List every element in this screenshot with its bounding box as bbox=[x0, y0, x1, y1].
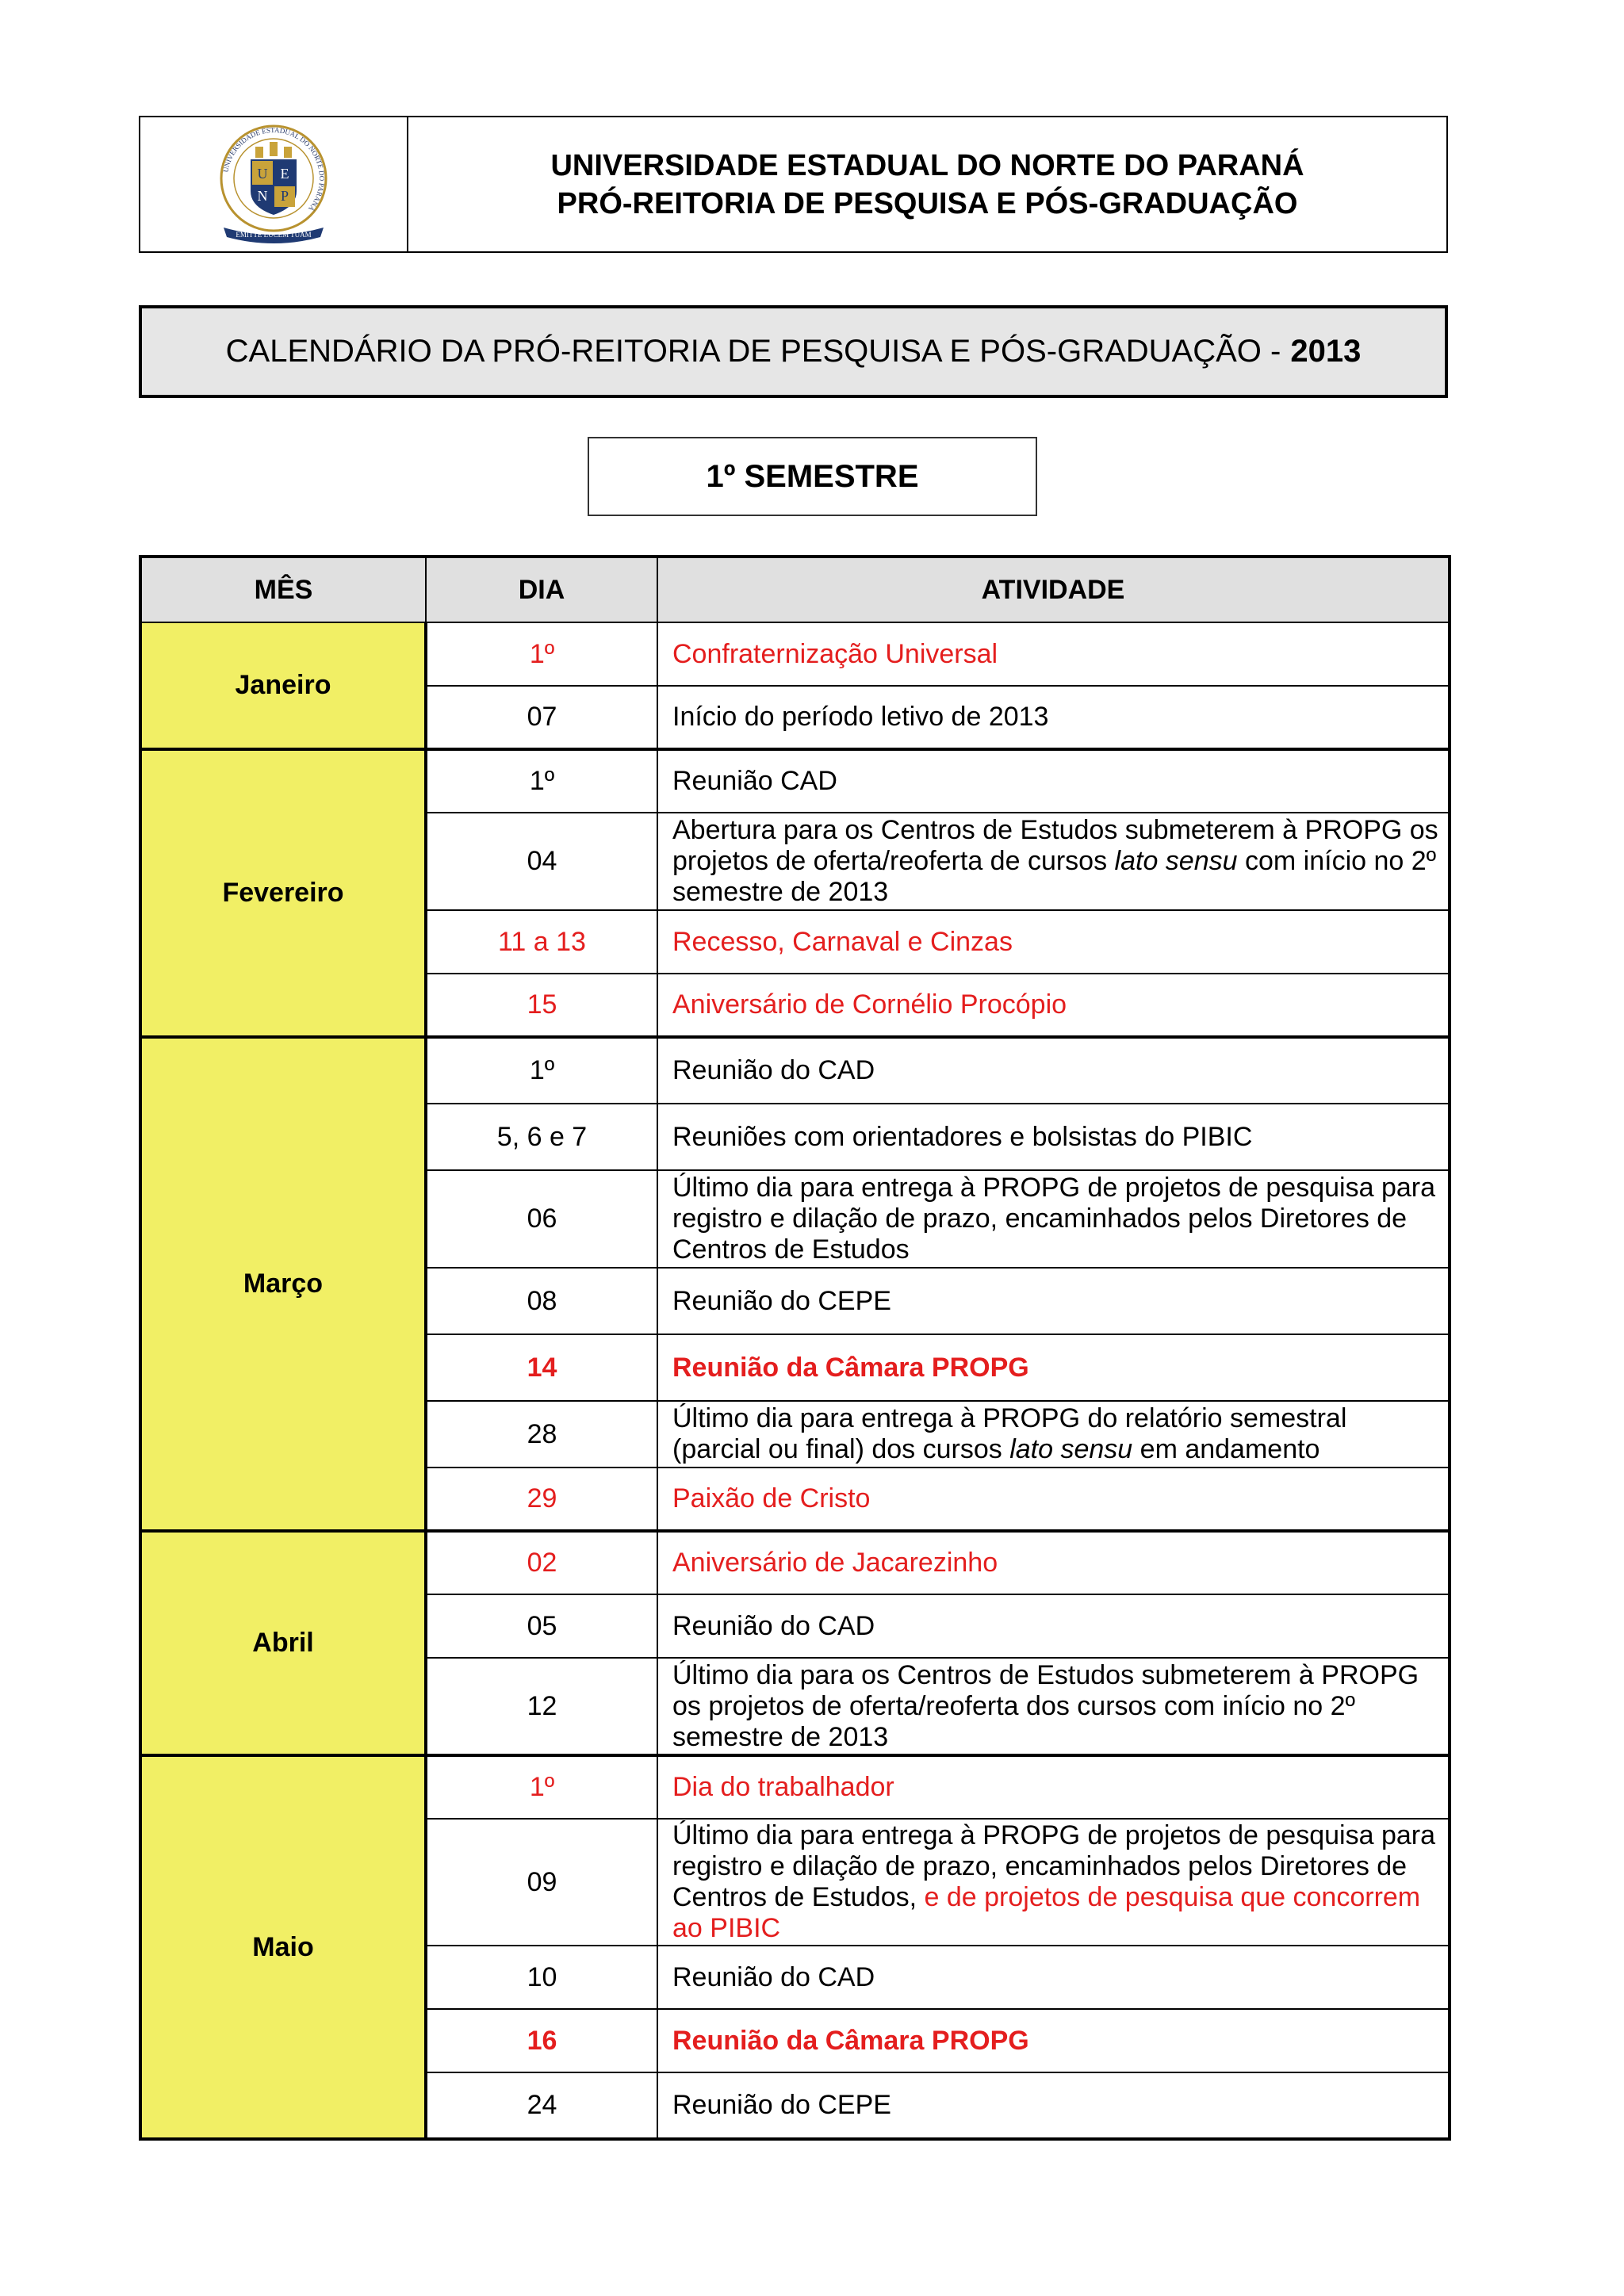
column-header-activity: ATIVIDADE bbox=[657, 557, 1450, 622]
activity-cell: Reunião do CEPE bbox=[657, 1268, 1450, 1334]
day-cell: 1º bbox=[426, 1037, 657, 1104]
activity-cell: Último dia para entrega à PROPG de projetos de pesquisa para registro e dilação de prazo, encaminhados pelos Diretores de Centros de Estudos bbox=[657, 1170, 1450, 1268]
table-header-row bbox=[140, 557, 1450, 622]
day-cell: 06 bbox=[426, 1170, 657, 1268]
activity-text: com início no 2º semestre de 2013 bbox=[672, 846, 1437, 907]
day-cell: 11 a 13 bbox=[426, 910, 657, 974]
day-cell: 10 bbox=[426, 1946, 657, 2009]
table-row bbox=[140, 1755, 1450, 1819]
activity-cell: Reunião da Câmara PROPG bbox=[657, 1334, 1450, 1401]
table-row bbox=[140, 1037, 1450, 1104]
activity-highlight: e de projetos de pesquisa que concorrem ao PIBIC bbox=[672, 1882, 1421, 1943]
activity-text: Último dia para entrega à PROPG de projetos de pesquisa para registro e dilação de prazo, encaminhados pelos Diretores de Centros de Estudos, bbox=[672, 1820, 1435, 1912]
column-header-month: MÊS bbox=[140, 557, 426, 622]
activity-italic-term: lato sensu bbox=[1009, 1434, 1133, 1464]
activity-text: Último dia para entrega à PROPG do relatório semestral (parcial ou final) dos cursos bbox=[672, 1403, 1347, 1464]
header-titles bbox=[408, 117, 1446, 251]
calendar-title-banner bbox=[139, 305, 1448, 398]
month-cell: Janeiro bbox=[140, 622, 426, 749]
activity-cell: Último dia para os Centros de Estudos submeterem à PROPG os projetos de oferta/reoferta dos cursos com início no 2º semestre de 2013 bbox=[657, 1658, 1450, 1755]
activity-cell: Início do período letivo de 2013 bbox=[657, 686, 1450, 749]
svg-text:U: U bbox=[257, 165, 268, 182]
day-cell: 28 bbox=[426, 1401, 657, 1468]
month-cell: Maio bbox=[140, 1755, 426, 2139]
month-cell: Abril bbox=[140, 1531, 426, 1755]
activity-cell bbox=[657, 813, 1450, 910]
svg-text:N: N bbox=[257, 187, 268, 204]
activity-cell: Reunião do CAD bbox=[657, 1594, 1450, 1658]
table-row bbox=[140, 1531, 1450, 1594]
day-cell: 24 bbox=[426, 2072, 657, 2139]
calendar-table-body bbox=[140, 622, 1450, 2139]
university-name: UNIVERSIDADE ESTADUAL DO NORTE DO PARANÁ bbox=[550, 148, 1304, 182]
day-cell: 1º bbox=[426, 622, 657, 686]
day-cell: 1º bbox=[426, 1755, 657, 1819]
semester-label: 1º SEMESTRE bbox=[588, 437, 1037, 516]
activity-italic-term: lato sensu bbox=[1114, 846, 1238, 876]
activity-cell: Confraternização Universal bbox=[657, 622, 1450, 686]
table-row bbox=[140, 749, 1450, 813]
day-cell: 09 bbox=[426, 1819, 657, 1946]
svg-text:UNIVERSIDADE ESTADUAL DO NORTE: UNIVERSIDADE ESTADUAL DO NORTE DO PARANÁ bbox=[221, 125, 327, 212]
day-cell: 1º bbox=[426, 749, 657, 813]
activity-cell: Aniversário de Jacarezinho bbox=[657, 1531, 1450, 1594]
day-cell: 02 bbox=[426, 1531, 657, 1594]
day-cell: 16 bbox=[426, 2009, 657, 2072]
activity-text: em andamento bbox=[1139, 1434, 1320, 1464]
document-header bbox=[139, 116, 1448, 253]
activity-cell: Reunião do CAD bbox=[657, 1037, 1450, 1104]
day-cell: 12 bbox=[426, 1658, 657, 1755]
svg-text:EMITTE LUCEM TUAM: EMITTE LUCEM TUAM bbox=[236, 230, 312, 239]
calendar-title: CALENDÁRIO DA PRÓ-REITORIA DE PESQUISA E PÓS-GRADUAÇÃO - bbox=[225, 334, 1281, 369]
activity-cell: Dia do trabalhador bbox=[657, 1755, 1450, 1819]
table-row bbox=[140, 622, 1450, 686]
day-cell: 08 bbox=[426, 1268, 657, 1334]
activity-cell: Reunião do CEPE bbox=[657, 2072, 1450, 2139]
uenp-seal-icon bbox=[206, 121, 341, 248]
activity-cell: Reunião CAD bbox=[657, 749, 1450, 813]
university-logo bbox=[140, 117, 408, 251]
activity-cell bbox=[657, 1401, 1450, 1468]
activity-cell: Aniversário de Cornélio Procópio bbox=[657, 974, 1450, 1037]
activity-cell: Paixão de Cristo bbox=[657, 1468, 1450, 1531]
office-name: PRÓ-REITORIA DE PESQUISA E PÓS-GRADUAÇÃO bbox=[557, 186, 1298, 220]
calendar-year: 2013 bbox=[1290, 334, 1362, 369]
day-cell: 05 bbox=[426, 1594, 657, 1658]
activity-cell: Reunião do CAD bbox=[657, 1946, 1450, 2009]
day-cell: 14 bbox=[426, 1334, 657, 1401]
month-cell: Fevereiro bbox=[140, 749, 426, 1037]
activity-text: Abertura para os Centros de Estudos submeterem à PROPG os projetos de oferta/reoferta de cursos bbox=[672, 815, 1438, 876]
calendar-table bbox=[139, 555, 1451, 2141]
svg-text:P: P bbox=[280, 187, 289, 204]
activity-cell: Reuniões com orientadores e bolsistas do PIBIC bbox=[657, 1104, 1450, 1170]
column-header-day: DIA bbox=[426, 557, 657, 622]
day-cell: 04 bbox=[426, 813, 657, 910]
activity-cell bbox=[657, 1819, 1450, 1946]
activity-cell: Recesso, Carnaval e Cinzas bbox=[657, 910, 1450, 974]
activity-cell: Reunião da Câmara PROPG bbox=[657, 2009, 1450, 2072]
svg-text:E: E bbox=[280, 165, 289, 182]
day-cell: 29 bbox=[426, 1468, 657, 1531]
day-cell: 5, 6 e 7 bbox=[426, 1104, 657, 1170]
month-cell: Março bbox=[140, 1037, 426, 1531]
day-cell: 15 bbox=[426, 974, 657, 1037]
day-cell: 07 bbox=[426, 686, 657, 749]
